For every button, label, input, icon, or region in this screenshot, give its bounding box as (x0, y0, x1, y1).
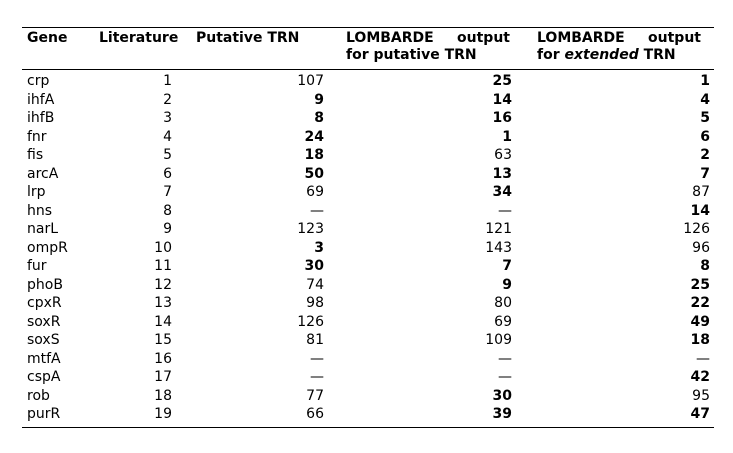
table-row (22, 276, 714, 295)
cell-lombarde-putative: 39 (492, 406, 512, 422)
cell-gene: phoB (27, 276, 63, 293)
cell-putative-trn: 81 (306, 332, 324, 348)
cell-gene: purR (27, 406, 61, 422)
cell-gene: soxS (27, 332, 60, 348)
cell-gene: lrp (27, 184, 46, 200)
cell-literature: 10 (154, 239, 172, 256)
table-header (22, 28, 714, 65)
cell-literature: 12 (154, 276, 172, 293)
cell-lombarde-extended: 126 (683, 221, 710, 237)
cell-lombarde-extended: 96 (692, 239, 710, 256)
cell-gene: mtfA (27, 350, 61, 367)
cell-lombarde-extended: 47 (690, 406, 710, 422)
cell-putative-trn: 18 (304, 147, 324, 163)
cell-gene: arcA (27, 165, 59, 182)
cell-putative-trn: 8 (314, 110, 324, 126)
cell-lombarde-extended: 7 (700, 165, 710, 182)
table-row (22, 109, 714, 128)
cell-putative-trn: 107 (297, 73, 324, 89)
cell-lombarde-extended: 2 (700, 147, 710, 163)
cell-lombarde-extended: 25 (690, 276, 710, 293)
cell-lombarde-extended: 95 (692, 387, 710, 404)
header-lombarde-extended-word2: output (648, 30, 701, 46)
table-row (22, 165, 714, 184)
table-row (22, 183, 714, 202)
header-lombarde-extended-line2 (537, 47, 701, 64)
cell-lombarde-extended: 1 (700, 73, 710, 89)
cell-putative-trn: 126 (297, 313, 324, 330)
table-row (22, 387, 714, 406)
cell-gene: cpxR (27, 295, 62, 311)
cell-literature: 16 (154, 350, 172, 367)
cell-lombarde-putative: 121 (485, 221, 512, 237)
cell-literature: 14 (154, 313, 172, 330)
cell-lombarde-extended: 5 (700, 110, 710, 126)
cell-putative-trn: — (310, 369, 324, 385)
cell-gene: fnr (27, 128, 47, 145)
cell-lombarde-putative: 63 (494, 147, 512, 163)
cell-gene: fur (27, 258, 47, 274)
cell-literature: 3 (163, 110, 172, 126)
header-lombarde-putative (346, 30, 510, 64)
cell-lombarde-extended: 18 (690, 332, 710, 348)
table-row (22, 146, 714, 165)
table-row (22, 202, 714, 221)
table-row (22, 405, 714, 424)
cell-lombarde-putative: 34 (492, 184, 512, 200)
header-lombarde-putative-line2: for putative TRN (346, 47, 477, 63)
header-lombarde-extended-italic: extended (564, 47, 639, 63)
cell-putative-trn: 74 (306, 276, 324, 293)
cell-gene: ompR (27, 239, 68, 256)
cell-lombarde-putative: 25 (492, 73, 512, 89)
cell-gene: soxR (27, 313, 61, 330)
header-putative-trn: Putative TRN (196, 30, 300, 46)
cell-literature: 1 (163, 73, 172, 89)
table-row (22, 72, 714, 91)
cell-gene: ihfB (27, 110, 55, 126)
cell-putative-trn: 98 (306, 295, 324, 311)
cell-lombarde-extended: 87 (692, 184, 710, 200)
cell-lombarde-putative: — (498, 369, 512, 385)
table-row (22, 257, 714, 276)
cell-lombarde-putative: 16 (492, 110, 512, 126)
header-literature: Literature (99, 30, 179, 46)
cell-putative-trn: 66 (306, 406, 324, 422)
header-gene: Gene (27, 30, 68, 46)
cell-literature: 13 (154, 295, 172, 311)
table-body (22, 70, 714, 424)
header-lombarde-putative-word1: LOMBARDE (346, 30, 434, 46)
cell-gene: rob (27, 387, 50, 404)
cell-gene: cspA (27, 369, 61, 385)
header-lombarde-extended-word1: LOMBARDE (537, 30, 625, 46)
table-row (22, 294, 714, 313)
cell-putative-trn: — (310, 350, 324, 367)
cell-literature: 19 (154, 406, 172, 422)
bottom-rule (22, 427, 714, 428)
cell-literature: 15 (154, 332, 172, 348)
header-lombarde-extended-trn: TRN (638, 47, 676, 63)
cell-putative-trn: — (310, 202, 324, 219)
cell-putative-trn: 24 (304, 128, 324, 145)
cell-literature: 5 (163, 147, 172, 163)
cell-putative-trn: 50 (304, 165, 324, 182)
results-table (22, 27, 714, 428)
cell-putative-trn: 3 (314, 239, 324, 256)
cell-lombarde-extended: 4 (700, 91, 710, 108)
cell-lombarde-putative: 13 (492, 165, 512, 182)
cell-literature: 7 (163, 184, 172, 200)
cell-putative-trn: 77 (306, 387, 324, 404)
table-row (22, 220, 714, 239)
cell-putative-trn: 30 (304, 258, 324, 274)
cell-lombarde-putative: 69 (494, 313, 512, 330)
cell-literature: 8 (163, 202, 172, 219)
cell-lombarde-putative: 80 (494, 295, 512, 311)
cell-lombarde-putative: 30 (492, 387, 512, 404)
cell-lombarde-extended: 42 (690, 369, 710, 385)
cell-literature: 2 (163, 91, 172, 108)
cell-lombarde-extended: 14 (690, 202, 710, 219)
table-row (22, 91, 714, 110)
cell-gene: crp (27, 73, 50, 89)
cell-literature: 18 (154, 387, 172, 404)
cell-lombarde-extended: 22 (690, 295, 710, 311)
cell-lombarde-extended: 6 (700, 128, 710, 145)
table-row (22, 331, 714, 350)
cell-literature: 17 (154, 369, 172, 385)
header-lombarde-extended-for: for (537, 47, 565, 63)
cell-putative-trn: 123 (297, 221, 324, 237)
cell-literature: 11 (154, 258, 172, 274)
cell-lombarde-putative: 9 (502, 276, 512, 293)
cell-literature: 4 (163, 128, 172, 145)
cell-lombarde-putative: 1 (502, 128, 512, 145)
cell-putative-trn: 69 (306, 184, 324, 200)
table-row (22, 313, 714, 332)
cell-lombarde-putative: 109 (485, 332, 512, 348)
cell-gene: ihfA (27, 91, 55, 108)
table-row (22, 128, 714, 147)
cell-gene: hns (27, 202, 53, 219)
cell-lombarde-putative: 143 (485, 239, 512, 256)
header-lombarde-putative-word2: output (457, 30, 510, 46)
cell-lombarde-extended: — (696, 350, 710, 367)
cell-lombarde-extended: 8 (700, 258, 710, 274)
cell-literature: 9 (163, 221, 172, 237)
cell-gene: narL (27, 221, 59, 237)
table-row (22, 368, 714, 387)
cell-putative-trn: 9 (314, 91, 324, 108)
cell-lombarde-putative: 14 (492, 91, 512, 108)
cell-lombarde-extended: 49 (690, 313, 710, 330)
header-lombarde-extended (537, 30, 701, 64)
cell-lombarde-putative: 7 (502, 258, 512, 274)
table-row (22, 239, 714, 258)
cell-lombarde-putative: — (498, 350, 512, 367)
cell-literature: 6 (163, 165, 172, 182)
table-row (22, 350, 714, 369)
cell-gene: fis (27, 147, 44, 163)
cell-lombarde-putative: — (498, 202, 512, 219)
